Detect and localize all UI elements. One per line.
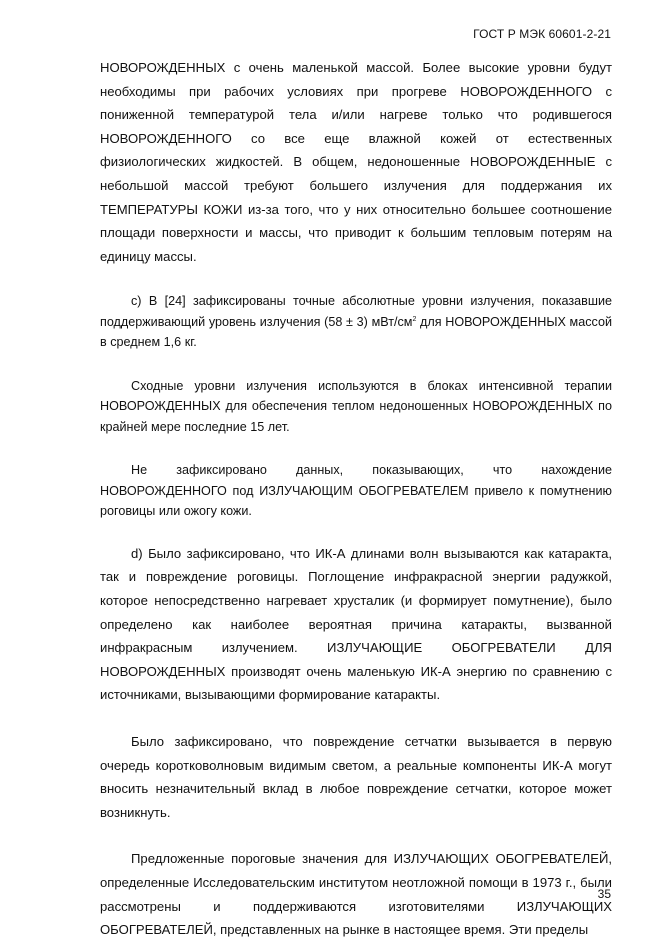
paragraph-6: Было зафиксировано, что повреждение сетчатки вызывается в первую очередь коротковолновым видимым светом, а реальные компоненты ИК-А могут вносить незначительный вклад в любое повреждение сетчатки, которое может возникнуть. [100,734,612,820]
paragraph-2-text-a: с) В [24] зафиксированы точные абсолютные уровни излучения, показавшие поддерживающий уровень излучения (58 ± 3) мВт/см [100,294,612,329]
paragraph-7: Предложенные пороговые значения для ИЗЛУЧАЮЩИХ ОБОГРЕВАТЕЛЕЙ, определенные Исследовательским институтом неотложной помощи в 1973 г., были рассмотрены и поддерживаются изготовителями ИЗЛУЧАЮЩИХ ОБОГРЕВАТЕЛЕЙ, представленных на рынке в настоящее время. Эти пределы [100,851,612,938]
paragraph-1: НОВОРОЖДЕННЫХ с очень маленькой массой. Более высокие уровни будут необходимы при рабочих условиях при прогреве НОВОРОЖДЕННОГО с пониженной температурой тела и/или нагреве только что родившегося НОВОРОЖДЕННОГО со все еще влажной кожей от естественных физиологических жидкостей. В общем, недоношенные НОВОРОЖДЕННЫЕ с небольшой массой требуют большего излучения для поддержания их ТЕМПЕРАТУРЫ КОЖИ из-за того, что у них относительно большее соотношение площади поверхности и массы, что приводит к большим тепловым потерям на единицу массы. [100,60,612,264]
paragraph-3: Сходные уровни излучения используются в блоках интенсивной терапии НОВОРОЖДЕННЫХ для обеспечения теплом недоношенных НОВОРОЖДЕННЫХ по крайней мере последние 15 лет. [100,378,612,434]
paragraph-5: d) Было зафиксировано, что ИК-А длинами волн вызываются как катаракта, так и повреждение роговицы. Поглощение инфракрасной энергии радужкой, которое непосредственно нагревает хрусталик (и формирует помутнение), было определено как наиболее вероятная причина катаракты, вызванной инфракрасным излучением. ИЗЛУЧАЮЩИЕ ОБОГРЕВАТЕЛИ ДЛЯ НОВОРОЖДЕННЫХ производят очень маленькую ИК-А энергию по сравнению с источниками, вызывающими формирование катаракты. [100,545,612,703]
document-header: ГОСТ Р МЭК 60601-2-21 [473,27,611,41]
paragraph-4: Не зафиксировано данных, показывающих, что нахождение НОВОРОЖДЕННОГО под ИЗЛУЧАЮЩИМ ОБОГРЕВАТЕЛЕМ привело к помутнению роговицы или ожогу кожи. [100,463,612,519]
paragraph-2-superscript: 2 [412,315,417,323]
paragraph-2 [100,291,612,353]
paragraph-2-text-b: для НОВОРОЖДЕННЫХ массой в среднем 1,6 кг. [100,314,612,350]
document-body [100,56,612,942]
page-number: 35 [597,887,611,901]
